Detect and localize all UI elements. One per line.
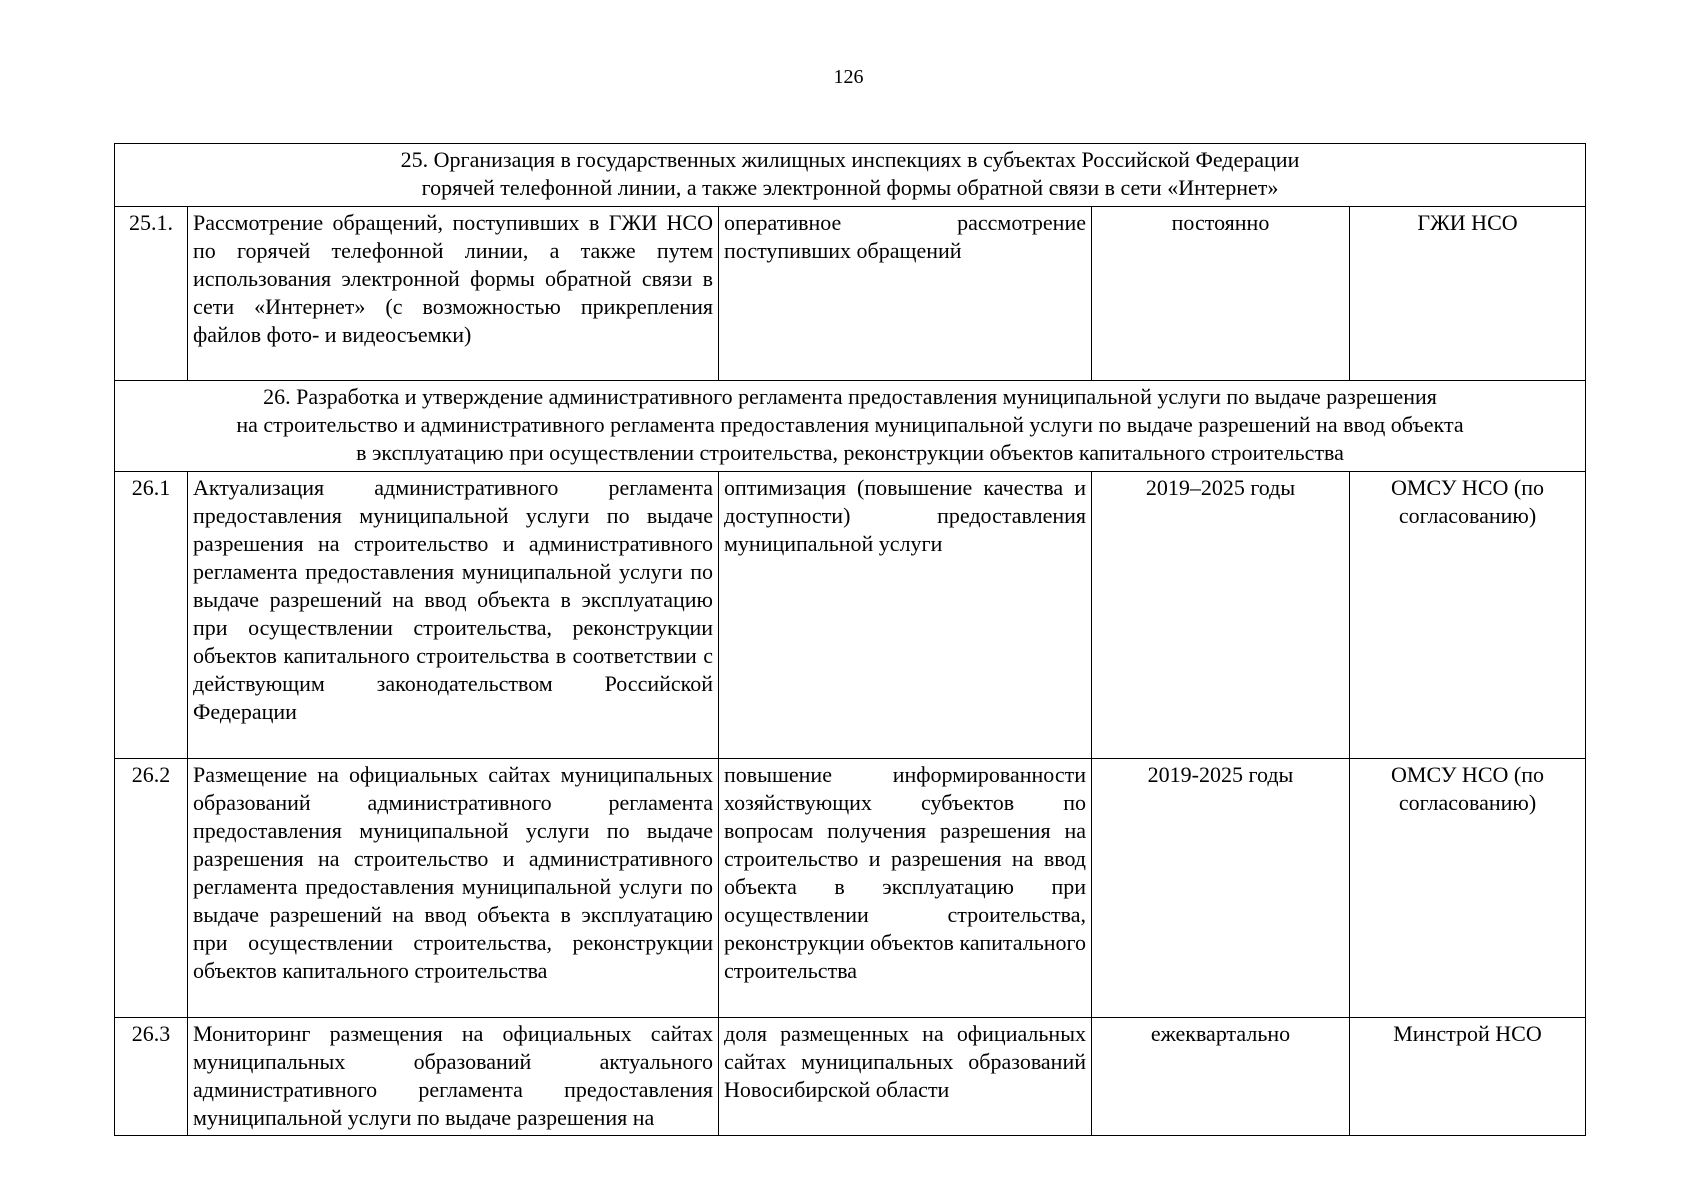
result-cell: оперативное рассмотрение поступивших обращений — [719, 207, 1092, 381]
executor-cell: ГЖИ НСО — [1350, 207, 1586, 381]
section-title-line: в эксплуатацию при осуществлении строительства, реконструкции объектов капитального строительства — [356, 440, 1344, 465]
executor-cell: ОМСУ НСО (по согласованию) — [1350, 472, 1586, 759]
activity-cell: Рассмотрение обращений, поступивших в ГЖИ НСО по горячей телефонной линии, а также путем использования электронной формы обратной связи в сети «Интернет» (с возможностью прикрепления файлов фото- и видеосъемки) — [188, 207, 719, 381]
item-number: 26.1 — [115, 472, 188, 759]
result-cell: доля размещенных на официальных сайтах муниципальных образований Новосибирской области — [719, 1018, 1092, 1136]
section-header-row — [115, 144, 1586, 207]
term-cell: постоянно — [1092, 207, 1350, 381]
section-title-line: 25. Организация в государственных жилищных инспекциях в субъектах Российской Федерации — [400, 147, 1300, 172]
item-number: 25.1. — [115, 207, 188, 381]
activity-cell: Актуализация административного регламента предоставления муниципальной услуги по выдаче разрешения на строительство и административного регламента предоставления муниципальной услуги по выдаче разрешений на ввод объекта в эксплуатацию при осуществлении строительства, реконструкции объектов капитального строительства в соответствии с действующим законодательством Российской Федерации — [188, 472, 719, 759]
table-row — [115, 472, 1586, 759]
section-title-line: горячей телефонной линии, а также электронной формы обратной связи в сети «Интернет» — [421, 175, 1279, 200]
item-number: 26.2 — [115, 759, 188, 1018]
section-title-line: 26. Разработка и утверждение административного регламента предоставления муниципальной услуги по выдаче разрешения — [263, 384, 1437, 409]
activity-cell: Мониторинг размещения на официальных сайтах муниципальных образований актуального административного регламента предоставления муниципальной услуги по выдаче разрешения на — [188, 1018, 719, 1136]
section-title — [115, 381, 1586, 472]
section-header-row — [115, 381, 1586, 472]
term-cell: 2019–2025 годы — [1092, 472, 1350, 759]
activity-cell: Размещение на официальных сайтах муниципальных образований административного регламента предоставления муниципальной услуги по выдаче разрешения на строительство и административного регламента предоставления муниципальной услуги по выдаче разрешений на ввод объекта в эксплуатацию при осуществлении строительства, реконструкции объектов капитального строительства — [188, 759, 719, 1018]
action-plan-table — [114, 143, 1586, 1136]
executor-cell: Минстрой НСО — [1350, 1018, 1586, 1136]
item-number: 26.3 — [115, 1018, 188, 1136]
result-cell: повышение информированности хозяйствующих субъектов по вопросам получения разрешения на строительство и разрешения на ввод объекта в эксплуатацию при осуществлении строительства, реконструкции объектов капитального строительства — [719, 759, 1092, 1018]
table-row — [115, 1018, 1586, 1136]
table-row — [115, 759, 1586, 1018]
executor-cell: ОМСУ НСО (по согласованию) — [1350, 759, 1586, 1018]
section-title-line: на строительство и административного регламента предоставления муниципальной услуги по выдаче разрешений на ввод объекта — [236, 412, 1464, 437]
term-cell: ежеквартально — [1092, 1018, 1350, 1136]
table-row — [115, 207, 1586, 381]
result-cell: оптимизация (повышение качества и доступности) предоставления муниципальной услуги — [719, 472, 1092, 759]
term-cell: 2019-2025 годы — [1092, 759, 1350, 1018]
section-title — [115, 144, 1586, 207]
page-number: 126 — [833, 66, 864, 88]
